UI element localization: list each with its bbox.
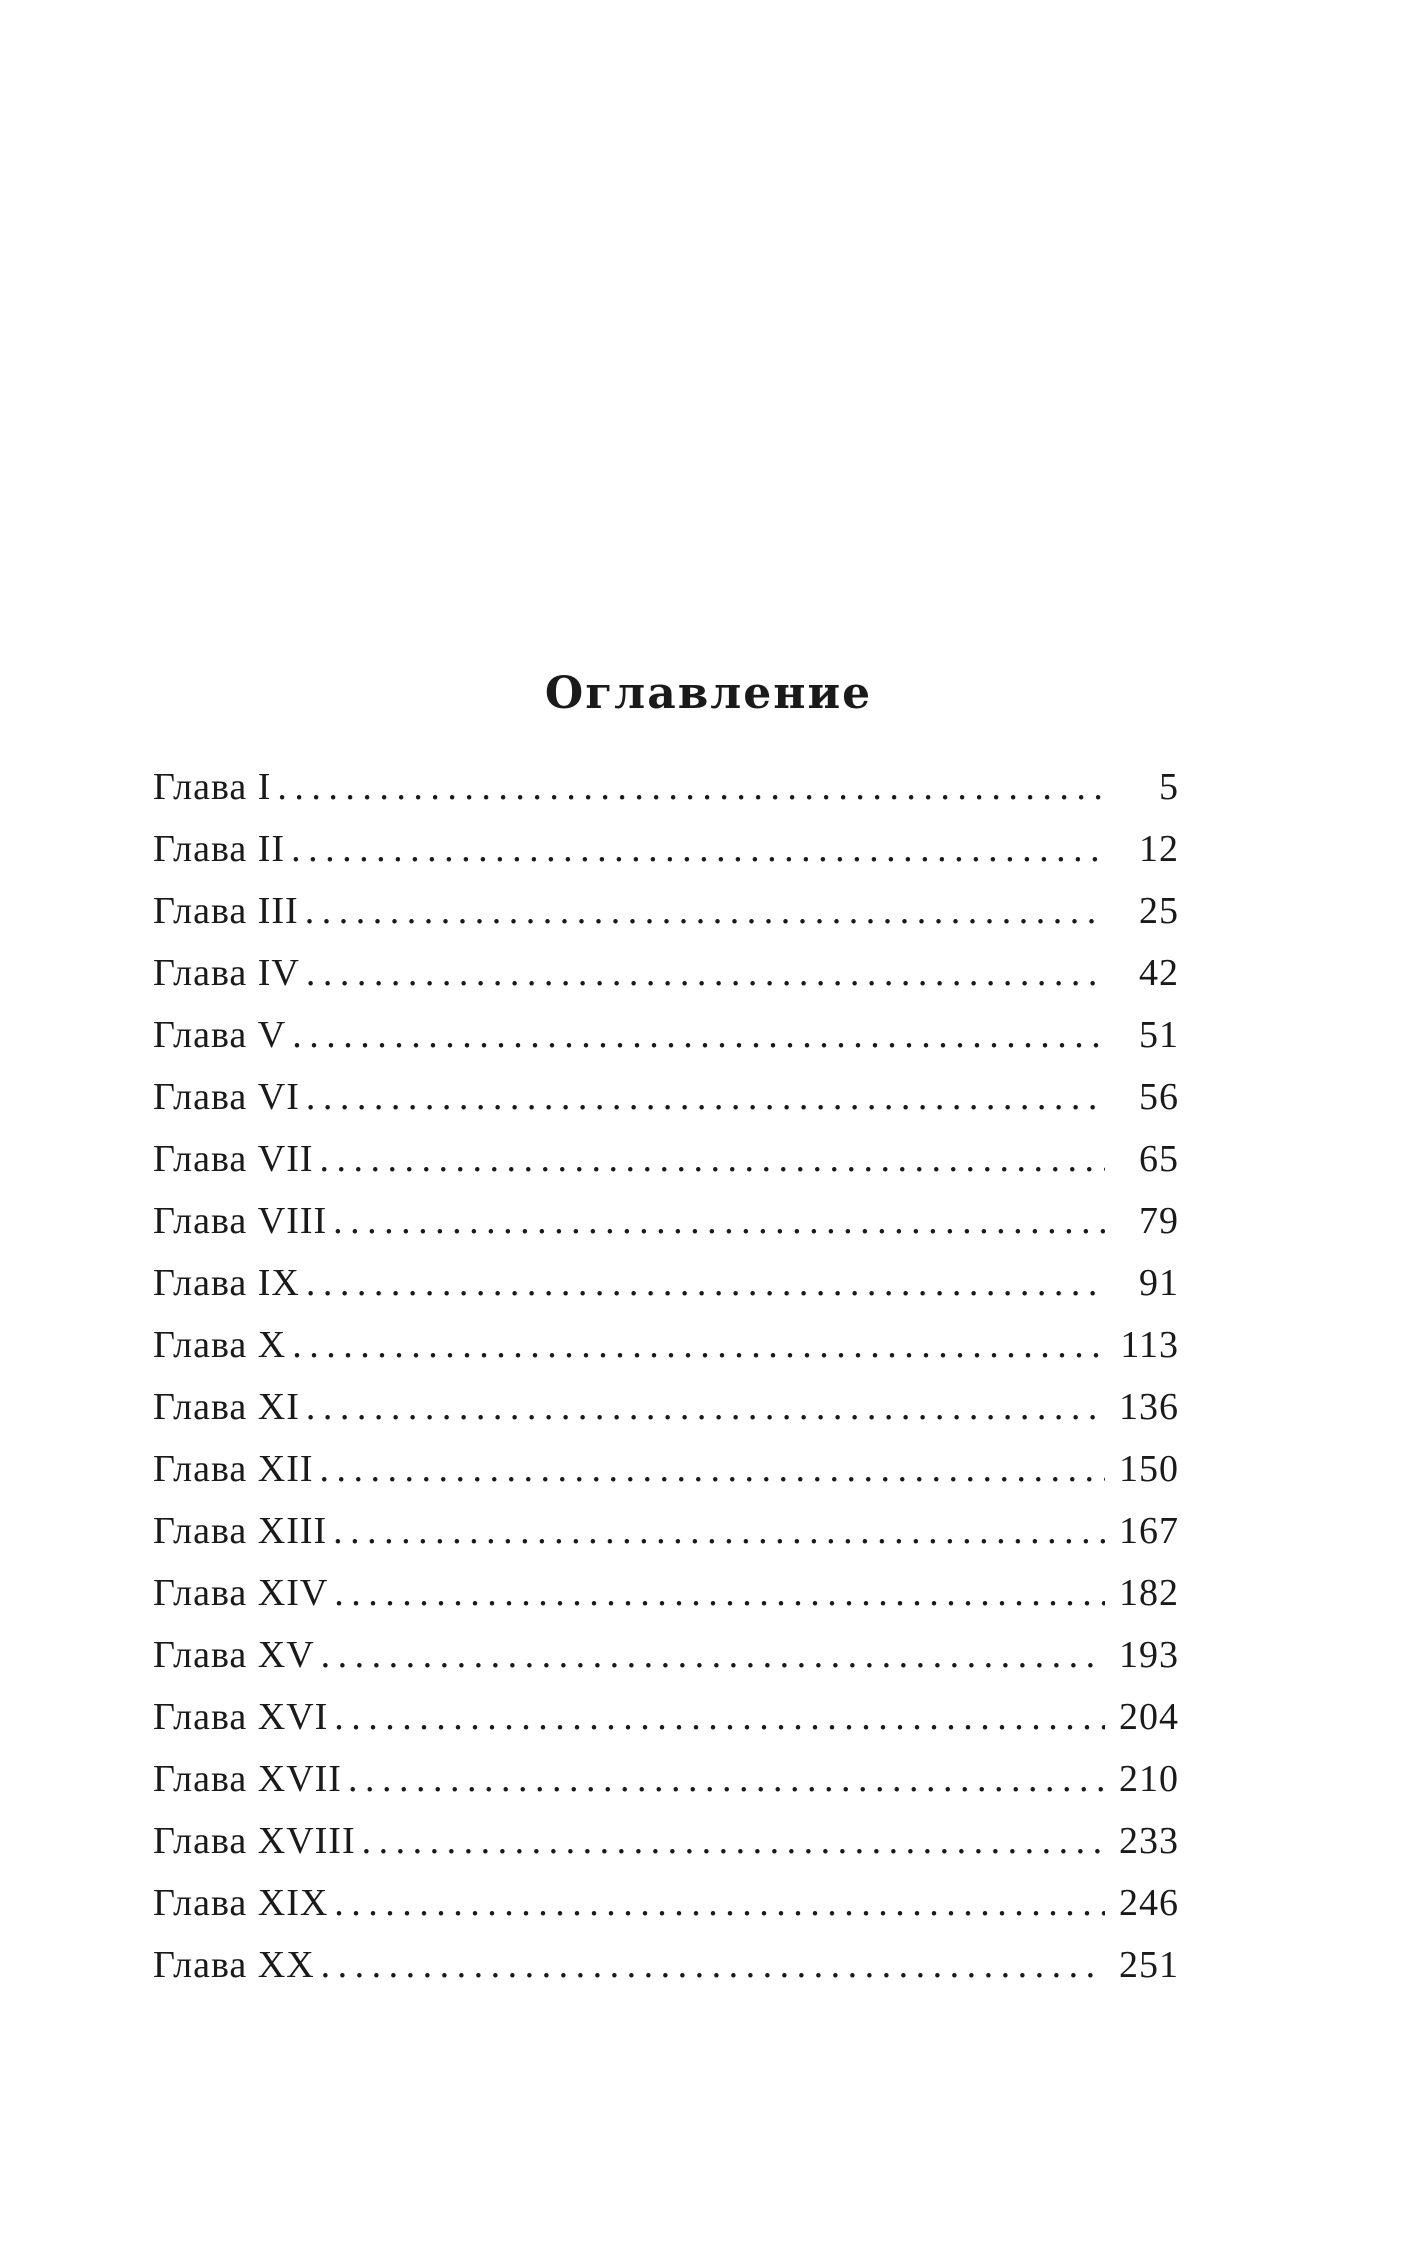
toc-entry[interactable] [153, 1066, 1179, 1128]
toc-entry-label: Глава VIII [153, 1200, 328, 1242]
toc-entry-page: 12 [1139, 828, 1179, 870]
toc-entry[interactable] [153, 1872, 1179, 1934]
toc-entry-page: 5 [1159, 766, 1179, 808]
toc-entry-page: 51 [1139, 1014, 1179, 1056]
dot-leader [306, 1252, 1105, 1314]
dot-leader [291, 818, 1105, 880]
toc-entry-label: Глава XII [153, 1448, 314, 1490]
toc-entry-page: 182 [1119, 1572, 1179, 1614]
toc-entry[interactable] [153, 1190, 1179, 1252]
toc-list [153, 756, 1179, 1996]
dot-leader [306, 1376, 1105, 1438]
dot-leader [292, 1004, 1105, 1066]
toc-entry-page: 42 [1139, 952, 1179, 994]
toc-entry-label: Глава IV [153, 952, 300, 994]
toc-entry-page: 91 [1139, 1262, 1179, 1304]
toc-entry-label: Глава III [153, 890, 299, 932]
toc-entry[interactable] [153, 756, 1179, 818]
toc-entry[interactable] [153, 1376, 1179, 1438]
toc-entry[interactable] [153, 1748, 1179, 1810]
toc-entry[interactable] [153, 1810, 1179, 1872]
dot-leader [320, 1128, 1106, 1190]
toc-entry-label: Глава VI [153, 1076, 300, 1118]
toc-entry-label: Глава VII [153, 1138, 314, 1180]
dot-leader [333, 1500, 1105, 1562]
dot-leader [320, 1438, 1106, 1500]
toc-entry[interactable] [153, 1500, 1179, 1562]
toc-entry[interactable] [153, 818, 1179, 880]
toc-entry-label: Глава XVIII [153, 1820, 356, 1862]
dot-leader [277, 756, 1105, 818]
toc-entry-page: 210 [1119, 1758, 1179, 1800]
toc-entry-page: 193 [1119, 1634, 1179, 1676]
toc-entry[interactable] [153, 1686, 1179, 1748]
toc-entry-label: Глава XX [153, 1944, 315, 1986]
toc-entry[interactable] [153, 880, 1179, 942]
toc-entry-label: Глава XV [153, 1634, 315, 1676]
toc-entry[interactable] [153, 942, 1179, 1004]
dot-leader [292, 1314, 1105, 1376]
toc-entry-page: 233 [1119, 1820, 1179, 1862]
dot-leader [334, 1562, 1105, 1624]
toc-entry-page: 56 [1139, 1076, 1179, 1118]
toc-entry-page: 79 [1139, 1200, 1179, 1242]
dot-leader [334, 1872, 1105, 1934]
toc-entry-label: Глава XIV [153, 1572, 329, 1614]
toc-entry[interactable] [153, 1934, 1179, 1996]
toc-entry-label: Глава I [153, 766, 272, 808]
toc-entry[interactable] [153, 1562, 1179, 1624]
toc-entry-page: 136 [1119, 1386, 1179, 1428]
toc-entry-label: Глава IX [153, 1262, 300, 1304]
toc-entry-label: Глава XVI [153, 1696, 329, 1738]
dot-leader [306, 1066, 1105, 1128]
dot-leader [321, 1934, 1105, 1996]
toc-entry[interactable] [153, 1314, 1179, 1376]
toc-entry-page: 246 [1119, 1882, 1179, 1924]
toc-entry-page: 167 [1119, 1510, 1179, 1552]
dot-leader [362, 1810, 1105, 1872]
toc-entry-page: 25 [1139, 890, 1179, 932]
toc-entry-label: Глава XI [153, 1386, 300, 1428]
toc-entry-label: Глава XVII [153, 1758, 342, 1800]
dot-leader [334, 1686, 1105, 1748]
toc-entry-label: Глава V [153, 1014, 287, 1056]
dot-leader [321, 1624, 1105, 1686]
toc-entry[interactable] [153, 1004, 1179, 1066]
toc-entry-label: Глава X [153, 1324, 287, 1366]
toc-entry[interactable] [153, 1438, 1179, 1500]
toc-entry-label: Глава II [153, 828, 286, 870]
dot-leader [305, 880, 1105, 942]
toc-entry-label: Глава XIII [153, 1510, 328, 1552]
dot-leader [333, 1190, 1105, 1252]
toc-entry[interactable] [153, 1128, 1179, 1190]
toc-entry-page: 204 [1119, 1696, 1179, 1738]
dot-leader [348, 1748, 1105, 1810]
toc-entry-page: 65 [1139, 1138, 1179, 1180]
toc-entry-page: 150 [1119, 1448, 1179, 1490]
toc-title: Оглавление [544, 668, 873, 719]
toc-entry-page: 251 [1119, 1944, 1179, 1986]
toc-entry-page: 113 [1120, 1324, 1179, 1366]
dot-leader [306, 942, 1105, 1004]
toc-entry-label: Глава XIX [153, 1882, 329, 1924]
toc-entry[interactable] [153, 1252, 1179, 1314]
toc-entry[interactable] [153, 1624, 1179, 1686]
